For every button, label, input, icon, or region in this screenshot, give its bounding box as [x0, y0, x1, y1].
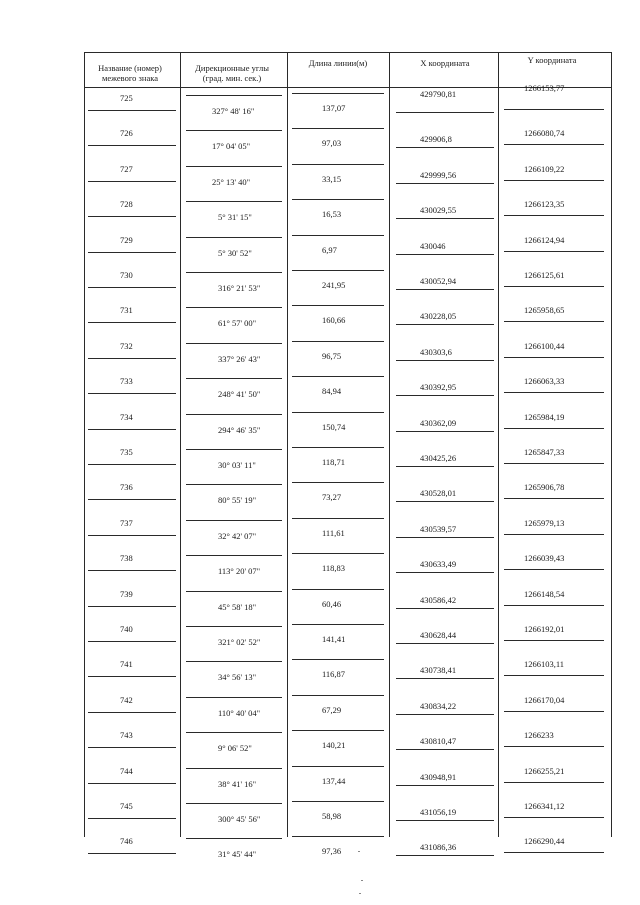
row-separator	[186, 732, 282, 733]
row-separator	[186, 838, 282, 839]
row-separator	[186, 378, 282, 379]
line-length: 84,94	[322, 386, 342, 397]
row-separator	[88, 641, 176, 642]
direction-angle: 34° 56' 13"	[218, 672, 257, 683]
point-y: 1265984,19	[524, 411, 565, 422]
row-separator	[292, 518, 384, 519]
row-separator	[186, 237, 282, 238]
point-y: 1266192,01	[524, 624, 565, 634]
point-x: 430362,09	[420, 417, 457, 428]
line-length: 116,87	[322, 669, 346, 680]
row-separator	[396, 395, 494, 396]
direction-angle: 61° 57' 00"	[218, 318, 257, 329]
row-separator	[88, 181, 176, 182]
row-separator	[504, 817, 604, 818]
row-separator	[504, 251, 604, 252]
line-length: 118,71	[322, 457, 346, 467]
point-y: 1266039,43	[524, 553, 565, 564]
point-x: 430738,41	[420, 665, 457, 676]
row-separator	[186, 166, 282, 167]
line-length: 67,29	[322, 704, 342, 715]
row-separator	[396, 537, 494, 538]
row-separator	[292, 589, 384, 590]
point-name: 730	[120, 270, 133, 280]
point-name: 742	[120, 694, 133, 705]
row-separator	[396, 183, 494, 184]
point-name: 726	[120, 128, 133, 139]
point-x: 430948,91	[420, 771, 457, 782]
header-x: Х координата	[420, 58, 470, 68]
row-separator	[504, 852, 604, 853]
row-separator	[292, 164, 384, 165]
point-y: 1266080,74	[524, 128, 565, 139]
direction-angle: 17° 04' 05"	[212, 141, 251, 152]
point-name: 728	[120, 199, 133, 210]
line-length: 140,21	[322, 740, 346, 751]
column-border	[180, 52, 181, 837]
row-separator	[292, 482, 384, 483]
row-separator	[186, 130, 282, 131]
point-x: 430834,22	[420, 700, 457, 711]
row-separator	[396, 749, 494, 750]
point-x: 430539,57	[420, 523, 457, 534]
row-separator	[292, 659, 384, 660]
row-separator	[186, 307, 282, 308]
direction-angle: 113° 20' 07"	[218, 566, 261, 577]
row-separator	[292, 128, 384, 129]
line-length: 33,15	[322, 173, 342, 184]
line-length: 16,53	[322, 209, 342, 220]
point-name: 727	[120, 163, 133, 174]
row-separator	[88, 252, 176, 253]
row-separator	[396, 643, 494, 644]
row-separator	[292, 305, 384, 306]
scan-mark	[361, 880, 363, 881]
point-x: 429906,8	[420, 134, 452, 145]
column-border	[611, 52, 612, 837]
row-separator	[396, 147, 494, 148]
direction-angle: 9° 06' 52"	[218, 743, 252, 754]
row-separator	[504, 357, 604, 358]
point-x: 430425,26	[420, 453, 457, 463]
direction-angle: 300° 45' 56"	[218, 814, 261, 824]
point-x: 430628,44	[420, 630, 457, 640]
row-separator	[186, 555, 282, 556]
row-separator	[88, 853, 176, 854]
row-separator	[396, 324, 494, 325]
row-separator	[88, 287, 176, 288]
row-separator	[504, 605, 604, 606]
row-separator	[504, 711, 604, 712]
point-y: 1266341,12	[524, 801, 565, 811]
point-x: 431056,19	[420, 807, 457, 817]
line-length: 137,07	[322, 103, 346, 113]
row-separator	[292, 447, 384, 448]
row-separator	[396, 572, 494, 573]
point-x: 430052,94	[420, 276, 457, 286]
line-length: 97,03	[322, 138, 342, 149]
line-length: 58,98	[322, 811, 342, 821]
row-separator	[396, 360, 494, 361]
column-border	[498, 52, 499, 837]
direction-angle: 294° 46' 35"	[218, 424, 261, 435]
point-y: 1266123,35	[524, 199, 565, 210]
row-separator	[186, 626, 282, 627]
table-top-border	[84, 52, 612, 53]
row-separator	[396, 289, 494, 290]
row-separator	[396, 112, 494, 113]
point-y: 1266233	[524, 730, 554, 741]
row-separator	[186, 520, 282, 521]
point-name: 725	[120, 93, 133, 103]
direction-angle: 5° 30' 52"	[218, 247, 252, 258]
row-separator	[186, 591, 282, 592]
point-y: 1265958,65	[524, 305, 565, 316]
point-name: 732	[120, 340, 133, 351]
row-separator	[88, 145, 176, 146]
row-separator	[186, 272, 282, 273]
point-name: 734	[120, 411, 133, 422]
row-separator	[396, 608, 494, 609]
row-separator	[504, 675, 604, 676]
direction-angle: 248° 41' 50"	[218, 389, 261, 400]
point-x: 430528,01	[420, 488, 457, 499]
point-x: 430392,95	[420, 382, 457, 393]
row-separator	[88, 747, 176, 748]
header-angle: Дирекционные углы (град. мин. сек.)	[195, 63, 269, 83]
line-length: 141,41	[322, 634, 346, 644]
column-border	[389, 52, 390, 837]
row-separator	[88, 464, 176, 465]
row-separator	[504, 321, 604, 322]
row-separator	[292, 730, 384, 731]
point-name: 738	[120, 553, 133, 564]
point-name: 735	[120, 447, 133, 457]
row-separator	[292, 412, 384, 413]
point-y: 1265979,13	[524, 517, 565, 528]
point-x: 430586,42	[420, 594, 457, 605]
point-name: 739	[120, 588, 133, 599]
line-length: 241,95	[322, 280, 346, 290]
row-separator	[186, 414, 282, 415]
row-separator	[504, 215, 604, 216]
row-separator	[186, 768, 282, 769]
row-separator	[396, 466, 494, 467]
header-name: Название (номер) межевого знака	[98, 63, 162, 83]
row-separator	[292, 801, 384, 802]
row-separator	[504, 428, 604, 429]
row-separator	[186, 803, 282, 804]
row-separator	[292, 270, 384, 271]
direction-angle: 45° 58' 18"	[218, 601, 257, 612]
row-separator	[88, 712, 176, 713]
row-separator	[292, 553, 384, 554]
row-separator	[88, 216, 176, 217]
point-y: 1266153,77	[524, 83, 565, 93]
direction-angle: 316° 21' 53"	[218, 283, 261, 293]
column-border	[84, 52, 85, 837]
row-separator	[88, 322, 176, 323]
point-x: 430046	[420, 240, 446, 251]
direction-angle: 25° 13' 40"	[212, 176, 251, 187]
point-y: 1265906,78	[524, 482, 565, 493]
direction-angle: 80° 55' 19"	[218, 495, 257, 506]
row-separator	[88, 110, 176, 111]
row-separator	[504, 782, 604, 783]
point-y: 1266100,44	[524, 340, 565, 351]
row-separator	[292, 93, 384, 94]
header-length: Длина линии(м)	[308, 58, 368, 68]
direction-angle: 321° 02' 52"	[218, 637, 261, 647]
line-length: 6,97	[322, 244, 337, 255]
point-y: 1266148,54	[524, 588, 565, 599]
point-y: 1266125,61	[524, 270, 565, 280]
point-x: 431086,36	[420, 842, 457, 853]
point-y: 1266063,33	[524, 376, 565, 387]
direction-angle: 30° 03' 11"	[218, 460, 256, 470]
row-separator	[88, 499, 176, 500]
point-name: 741	[120, 659, 133, 670]
row-separator	[88, 535, 176, 536]
point-name: 736	[120, 482, 133, 493]
point-x: 430228,05	[420, 311, 457, 322]
point-name: 740	[120, 624, 133, 634]
row-separator	[186, 697, 282, 698]
row-separator	[88, 676, 176, 677]
row-separator	[292, 695, 384, 696]
point-y: 1266290,44	[524, 836, 565, 847]
row-separator	[292, 376, 384, 377]
point-y: 1266109,22	[524, 163, 565, 174]
row-separator	[504, 746, 604, 747]
row-separator	[396, 678, 494, 679]
direction-angle: 38° 41' 16"	[218, 778, 257, 789]
row-separator	[88, 429, 176, 430]
row-separator	[292, 235, 384, 236]
row-separator	[396, 855, 494, 856]
row-separator	[186, 201, 282, 202]
line-length: 97,36	[322, 846, 342, 857]
line-length: 137,44	[322, 775, 346, 786]
row-separator	[396, 254, 494, 255]
row-separator	[504, 640, 604, 641]
line-length: 96,75	[322, 350, 342, 361]
direction-angle: 5° 31' 15"	[218, 212, 252, 223]
header-y: Y координата	[527, 55, 577, 65]
row-separator	[292, 199, 384, 200]
row-separator	[396, 501, 494, 502]
line-length: 111,61	[322, 527, 345, 538]
point-y: 1266103,11	[524, 659, 565, 670]
direction-angle: 337° 26' 43"	[218, 353, 261, 364]
direction-angle: 31° 45' 44"	[218, 849, 257, 860]
point-name: 737	[120, 517, 133, 528]
direction-angle: 32° 42' 07"	[218, 530, 257, 541]
point-y: 1266124,94	[524, 234, 565, 245]
point-x: 430029,55	[420, 205, 457, 216]
row-separator	[396, 218, 494, 219]
row-separator	[292, 624, 384, 625]
point-name: 744	[120, 765, 133, 776]
point-name: 731	[120, 305, 133, 316]
row-separator	[186, 343, 282, 344]
row-separator	[88, 606, 176, 607]
point-y: 1266170,04	[524, 694, 565, 705]
point-x: 430303,6	[420, 346, 452, 357]
point-x: 429790,81	[420, 89, 457, 99]
line-length: 160,66	[322, 315, 346, 326]
row-separator	[186, 449, 282, 450]
line-length: 60,46	[322, 598, 342, 609]
row-separator	[88, 358, 176, 359]
line-length: 118,83	[322, 563, 346, 574]
scan-mark	[359, 893, 361, 894]
row-separator	[504, 534, 604, 535]
row-separator	[504, 109, 604, 110]
row-separator	[504, 569, 604, 570]
column-border	[287, 52, 288, 837]
point-name: 733	[120, 376, 133, 387]
row-separator	[504, 392, 604, 393]
row-separator	[88, 818, 176, 819]
row-separator	[88, 393, 176, 394]
row-separator	[396, 714, 494, 715]
row-separator	[88, 783, 176, 784]
row-separator	[292, 766, 384, 767]
point-x: 430633,49	[420, 559, 457, 570]
row-separator	[396, 785, 494, 786]
point-x: 430810,47	[420, 736, 457, 747]
row-separator	[186, 95, 282, 96]
direction-angle: 110° 40' 04"	[218, 707, 261, 718]
point-name: 743	[120, 730, 133, 741]
point-y: 1265847,33	[524, 447, 565, 457]
row-separator	[504, 498, 604, 499]
line-length: 73,27	[322, 492, 342, 503]
row-separator	[186, 484, 282, 485]
row-separator	[292, 341, 384, 342]
row-separator	[88, 570, 176, 571]
row-separator	[504, 180, 604, 181]
direction-angle: 327° 48' 16"	[212, 106, 255, 116]
point-name: 745	[120, 801, 133, 811]
point-y: 1266255,21	[524, 765, 565, 776]
row-separator	[396, 820, 494, 821]
row-separator	[504, 463, 604, 464]
row-separator	[186, 661, 282, 662]
row-separator	[292, 836, 384, 837]
row-separator	[504, 144, 604, 145]
line-length: 150,74	[322, 421, 346, 432]
row-separator	[396, 431, 494, 432]
scan-mark	[358, 851, 360, 852]
point-x: 429999,56	[420, 169, 457, 180]
row-separator	[504, 286, 604, 287]
point-name: 746	[120, 836, 133, 847]
point-name: 729	[120, 234, 133, 245]
